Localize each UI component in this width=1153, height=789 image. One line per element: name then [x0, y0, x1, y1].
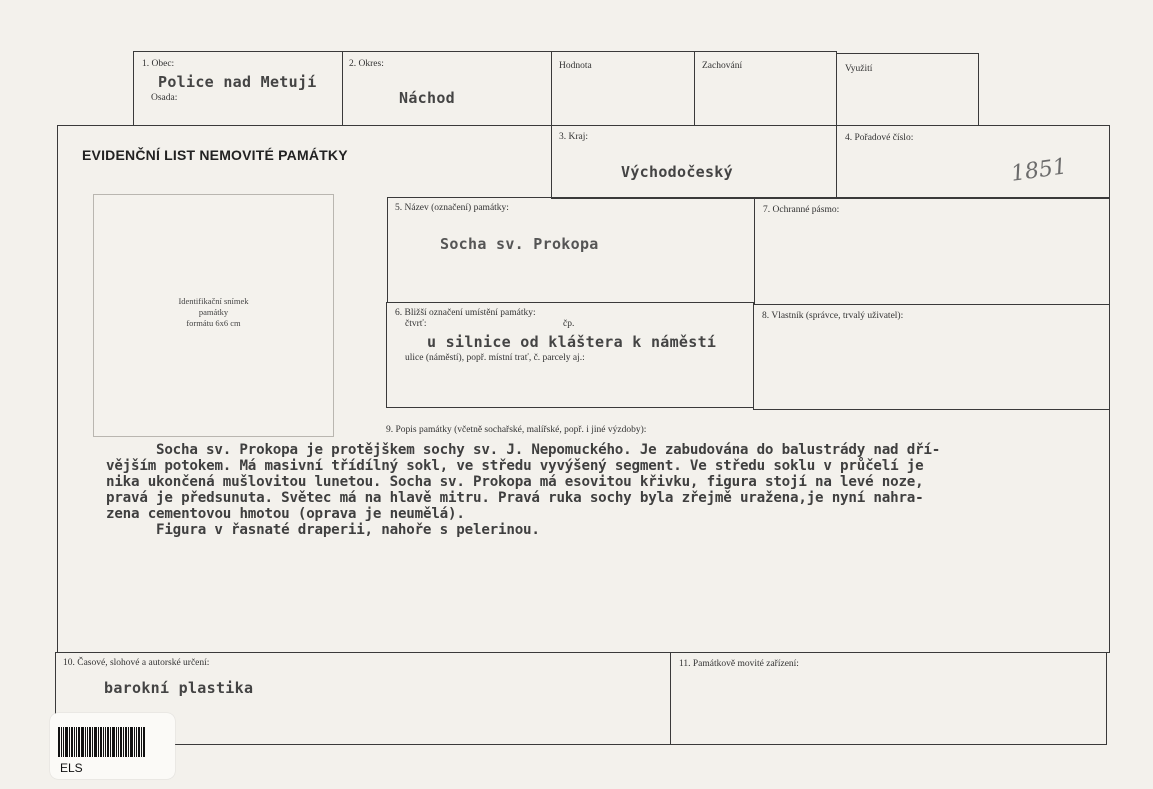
barcode-text: ELS: [60, 761, 83, 775]
barcode-bar: [63, 727, 64, 757]
vlastnik-cell: [753, 304, 1110, 410]
movite-label: 11. Památkově movité zařízení:: [679, 659, 799, 669]
ochranne-cell: [754, 197, 1110, 305]
hodnota-cell: [551, 51, 695, 126]
umisteni-label: 6. Bližší označení umístění památky:: [395, 308, 536, 318]
popis-text: [106, 442, 941, 538]
photo-caption-line1: Identifikační snímek: [178, 296, 249, 306]
barcode-bar: [89, 727, 91, 757]
kraj-cell: [551, 125, 837, 199]
kraj-label: 3. Kraj:: [559, 132, 589, 142]
barcode-bar: [92, 727, 93, 757]
barcode-bar: [87, 727, 88, 757]
casove-value: barokní plastika: [104, 679, 254, 697]
popis-line-5: zena cementovou hmotou (oprava je neumělá).: [106, 506, 465, 522]
barcode-bar: [107, 727, 109, 757]
vyuziti-label: Využití: [845, 64, 873, 74]
obec-cell: [133, 51, 343, 126]
barcode-bar: [98, 727, 99, 757]
poradove-label: 4. Pořadové číslo:: [845, 133, 914, 143]
ochranne-label: 7. Ochranné pásmo:: [763, 205, 840, 215]
barcode-bar: [105, 727, 106, 757]
barcode-bar: [58, 727, 60, 757]
poradove-value: 1851: [1009, 154, 1069, 187]
barcode-bar: [141, 727, 142, 757]
zachovani-label: Zachování: [702, 61, 743, 71]
umisteni-value: u silnice od kláštera k náměstí: [427, 333, 717, 351]
obec-value: Police nad Metují: [158, 73, 317, 91]
barcode-icon: [58, 727, 146, 757]
photo-caption-line3: formátu 6x6 cm: [186, 318, 241, 328]
photo-caption: [94, 296, 333, 329]
barcode-bar: [118, 727, 119, 757]
popis-line-1: Socha sv. Prokopa je protějškem sochy sv. J. Nepomuckého. Je zabudována do balustrády nad dří-: [156, 442, 941, 458]
popis-line-6: Figura v řasnaté draperii, nahoře s pelerinou.: [156, 522, 540, 538]
barcode-bar: [136, 727, 137, 757]
barcode-bar: [78, 727, 80, 757]
cp-label: čp.: [563, 319, 575, 329]
barcode-bar: [134, 727, 135, 757]
okres-value: Náchod: [399, 89, 455, 107]
barcode-bar: [61, 727, 62, 757]
barcode-bar: [123, 727, 124, 757]
barcode-bar: [112, 727, 115, 757]
barcode-bar: [130, 727, 133, 757]
popis-line-2: vějším potokem. Má masivní třídílný sokl, ve středu vyvýšený segment. Ve středu soklu v průčelí je: [106, 458, 924, 474]
zachovani-cell: [694, 51, 837, 126]
barcode-bar: [81, 727, 84, 757]
popis-line-3: nika ukončená mušlovitou lunetou. Socha sv. Prokopa má esovitou křivku, figura stojí na levé noze,: [106, 474, 924, 490]
barcode-bar: [69, 727, 70, 757]
okres-cell: [342, 51, 552, 126]
barcode-bar: [125, 727, 127, 757]
barcode-bar: [94, 727, 97, 757]
ctvrt-label: čtvrť:: [405, 319, 427, 329]
osada-label: Osada:: [151, 93, 178, 103]
nazev-label: 5. Název (označení) památky:: [395, 203, 509, 213]
barcode-bar: [71, 727, 73, 757]
casove-label: 10. Časové, slohové a autorské určení:: [63, 658, 210, 668]
popis-label: 9. Popis památky (včetně sochařské, malířské, popř. i jiné výzdoby):: [386, 425, 647, 435]
poradove-cell: [836, 125, 1110, 199]
barcode-bar: [65, 727, 68, 757]
photo-placeholder: [93, 194, 334, 437]
barcode-bar: [116, 727, 117, 757]
barcode-bar: [143, 727, 145, 757]
barcode-bar: [128, 727, 129, 757]
okres-label: 2. Okres:: [349, 59, 384, 69]
barcode-bar: [138, 727, 140, 757]
barcode-bar: [110, 727, 111, 757]
movite-cell: [670, 652, 1107, 745]
vlastnik-label: 8. Vlastník (správce, trvalý uživatel):: [762, 311, 904, 321]
umisteni-cell: [386, 302, 754, 408]
vyuziti-cell: [836, 53, 979, 126]
barcode-bar: [103, 727, 104, 757]
barcode-bar: [120, 727, 122, 757]
hodnota-label: Hodnota: [559, 61, 592, 71]
nazev-cell: [387, 197, 755, 303]
barcode-bar: [76, 727, 77, 757]
barcode-label: [50, 713, 175, 779]
barcode-bar: [100, 727, 102, 757]
nazev-value: Socha sv. Prokopa: [440, 235, 599, 253]
barcode-bar: [85, 727, 86, 757]
barcode-bar: [74, 727, 75, 757]
ulice-label: ulice (náměstí), popř. místní trať, č. parcely aj.:: [405, 353, 585, 363]
form-title: EVIDENČNÍ LIST NEMOVITÉ PAMÁTKY: [82, 147, 348, 163]
obec-label: 1. Obec:: [142, 59, 175, 69]
popis-line-4: pravá je předsunuta. Světec má na hlavě mitru. Pravá ruka sochy byla zřejmě uražena,je nyní nahra-: [106, 490, 924, 506]
kraj-value: Východočeský: [621, 163, 733, 181]
photo-caption-line2: památky: [198, 307, 229, 317]
